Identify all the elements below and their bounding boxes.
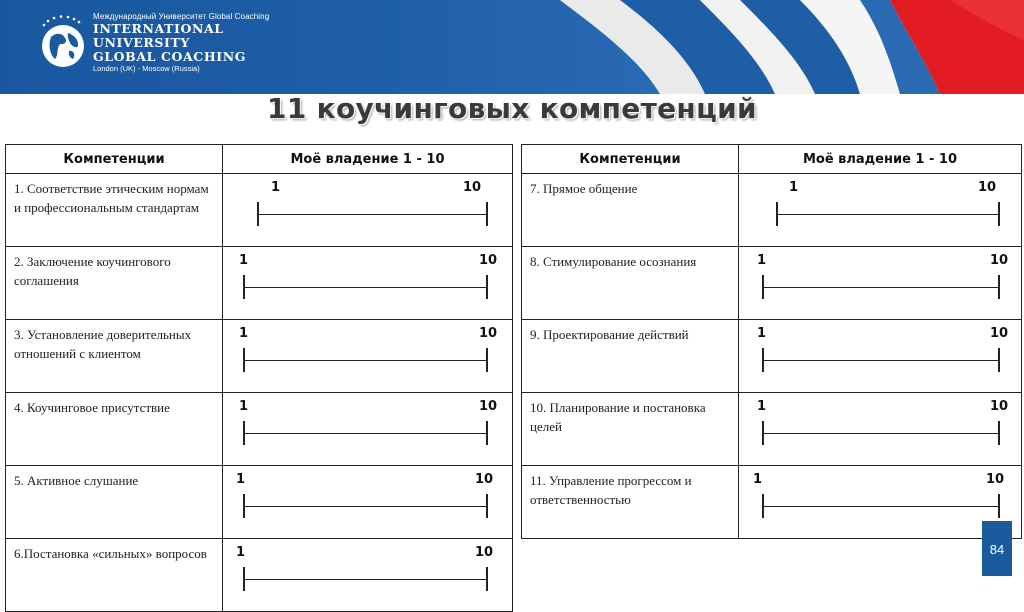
- scale-min-label: 1: [239, 326, 249, 341]
- page-title: 11 коучинговых компетенций: [267, 92, 757, 125]
- scale-line[interactable]: [244, 506, 487, 507]
- table-row: [6, 539, 513, 612]
- org-name-line3: GLOBAL COACHING: [93, 49, 247, 64]
- competency-name: 3. Установление доверительных отношений с клиентом: [6, 320, 223, 393]
- scale-start-tick: [243, 567, 245, 591]
- header-mastery: Моё владение 1 - 10: [223, 145, 513, 174]
- table-row: [522, 393, 1022, 466]
- scale-max-label: 10: [986, 472, 1005, 487]
- competency-name: 4. Коучинговое присутствие: [6, 393, 223, 466]
- table-row: [522, 466, 1022, 539]
- scale-line[interactable]: [244, 433, 487, 434]
- table-row: [6, 320, 513, 393]
- scale-start-tick: [243, 421, 245, 445]
- competency-name: 9. Проектирование действий: [522, 320, 739, 393]
- scale-end-tick: [998, 421, 1000, 445]
- scale-max-label: 10: [990, 253, 1009, 268]
- table-row: [6, 466, 513, 539]
- header-competencies: Компетенции: [6, 145, 223, 174]
- scale-line[interactable]: [763, 360, 999, 361]
- scale-max-label: 10: [463, 180, 482, 195]
- scale-start-tick: [762, 348, 764, 372]
- scale-max-label: 10: [978, 180, 997, 195]
- competency-name: 8. Стимулирование осознания: [522, 247, 739, 320]
- brand-text: [93, 12, 269, 74]
- page-number: 84: [982, 521, 1012, 576]
- mastery-scale[interactable]: [223, 320, 513, 393]
- scale-line[interactable]: [777, 214, 999, 215]
- org-name-line1: INTERNATIONAL: [93, 21, 224, 36]
- globe-logo-icon: [38, 13, 88, 71]
- scale-max-label: 10: [479, 253, 498, 268]
- competency-name: 11. Управление прогрессом и ответственностью: [522, 466, 739, 539]
- scale-end-tick: [486, 275, 488, 299]
- mastery-scale[interactable]: [223, 174, 513, 247]
- scale-start-tick: [243, 494, 245, 518]
- mastery-scale[interactable]: [223, 247, 513, 320]
- scale-min-label: 1: [236, 472, 246, 487]
- scale-end-tick: [486, 567, 488, 591]
- scale-max-label: 10: [475, 545, 494, 560]
- scale-end-tick: [486, 202, 488, 226]
- table-row: [522, 247, 1022, 320]
- mastery-scale[interactable]: [223, 539, 513, 612]
- table-row: [522, 174, 1022, 247]
- scale-end-tick: [486, 348, 488, 372]
- competency-name: 2. Заключение коучингового соглашения: [6, 247, 223, 320]
- scale-start-tick: [243, 275, 245, 299]
- competency-name: 5. Активное слушание: [6, 466, 223, 539]
- scale-end-tick: [486, 421, 488, 445]
- org-name-ru: Международный Университет Global Coaching: [93, 12, 270, 21]
- header-mastery: Моё владение 1 - 10: [739, 145, 1022, 174]
- scale-line[interactable]: [763, 433, 999, 434]
- mastery-scale[interactable]: [739, 466, 1022, 539]
- scale-line[interactable]: [258, 214, 487, 215]
- scale-max-label: 10: [990, 399, 1009, 414]
- scale-start-tick: [762, 494, 764, 518]
- scale-line[interactable]: [244, 579, 487, 580]
- competency-name: 10. Планирование и постановка целей: [522, 393, 739, 466]
- scale-min-label: 1: [236, 545, 246, 560]
- scale-max-label: 10: [475, 472, 494, 487]
- header-banner: [0, 0, 1024, 94]
- scale-min-label: 1: [757, 326, 767, 341]
- scale-max-label: 10: [990, 326, 1009, 341]
- org-location: London (UK) - Moscow (Russia): [93, 64, 200, 73]
- scale-start-tick: [243, 348, 245, 372]
- scale-end-tick: [998, 202, 1000, 226]
- table-row: [522, 320, 1022, 393]
- table-header-row: [6, 145, 513, 174]
- scale-min-label: 1: [239, 253, 249, 268]
- scale-min-label: 1: [789, 180, 799, 195]
- table-row: [6, 247, 513, 320]
- competency-name: 1. Соответствие этическим нормам и профессиональным стандартам: [6, 174, 223, 247]
- scale-line[interactable]: [763, 506, 999, 507]
- scale-min-label: 1: [753, 472, 763, 487]
- mastery-scale[interactable]: [739, 393, 1022, 466]
- scale-min-label: 1: [239, 399, 249, 414]
- mastery-scale[interactable]: [223, 393, 513, 466]
- mastery-scale[interactable]: [739, 174, 1022, 247]
- scale-end-tick: [486, 494, 488, 518]
- scale-max-label: 10: [479, 326, 498, 341]
- mastery-scale[interactable]: [739, 247, 1022, 320]
- scale-start-tick: [257, 202, 259, 226]
- header-competencies: Компетенции: [522, 145, 739, 174]
- scale-min-label: 1: [271, 180, 281, 195]
- table-row: [6, 174, 513, 247]
- scale-end-tick: [998, 275, 1000, 299]
- competency-name: 7. Прямое общение: [522, 174, 739, 247]
- scale-line[interactable]: [244, 360, 487, 361]
- scale-start-tick: [762, 275, 764, 299]
- scale-min-label: 1: [757, 253, 767, 268]
- competency-table-right: [521, 144, 1022, 539]
- scale-min-label: 1: [757, 399, 767, 414]
- mastery-scale[interactable]: [223, 466, 513, 539]
- scale-max-label: 10: [479, 399, 498, 414]
- mastery-scale[interactable]: [739, 320, 1022, 393]
- table-header-row: [522, 145, 1022, 174]
- competency-table-left: [5, 144, 513, 612]
- competency-name: 6.Постановка «сильных» вопросов: [6, 539, 223, 612]
- scale-line[interactable]: [763, 287, 999, 288]
- scale-start-tick: [776, 202, 778, 226]
- scale-end-tick: [998, 348, 1000, 372]
- scale-end-tick: [998, 494, 1000, 518]
- table-row: [6, 393, 513, 466]
- scale-start-tick: [762, 421, 764, 445]
- scale-line[interactable]: [244, 287, 487, 288]
- org-name-line2: UNIVERSITY: [93, 35, 190, 50]
